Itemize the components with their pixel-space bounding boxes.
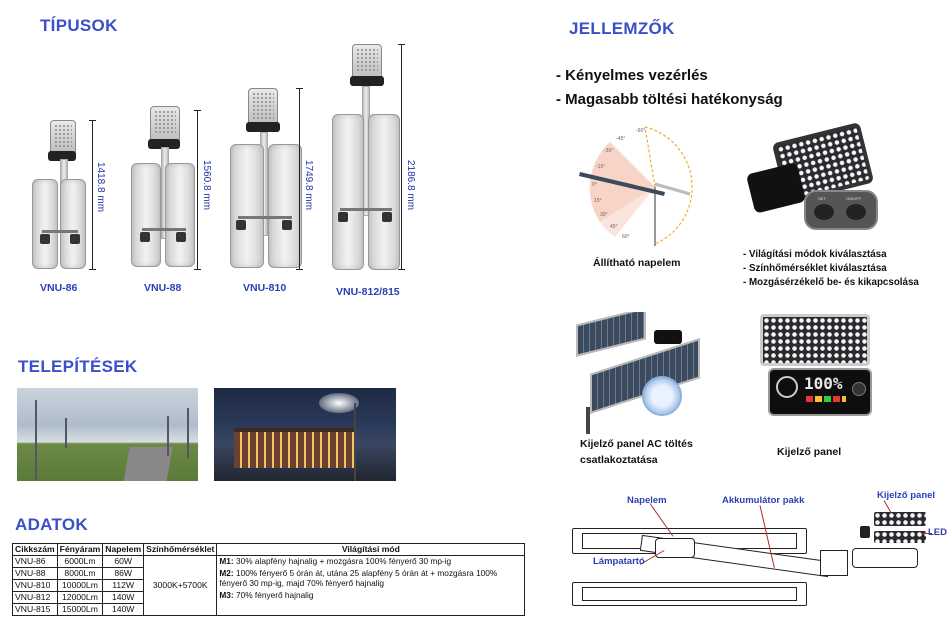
lamp-control-illustration (738, 122, 878, 234)
model-height: 1418.8 mm (95, 162, 106, 213)
caption-display-panel: Kijelző panel (777, 446, 842, 458)
cell-code: VNU-815 (13, 604, 58, 616)
feature-charging-efficiency: - Magasabb töltési hatékonyság (556, 91, 783, 108)
diagram-label-display: Kijelző panel (877, 490, 936, 501)
column-header: Fényáram (57, 544, 103, 556)
mode-m3: M3: 70% fényerő hajnalig (219, 590, 314, 600)
model-label: VNU-86 (40, 282, 78, 294)
diagram-label-battery: Akkumulátor pakk (722, 495, 805, 506)
caption-ac-charging-2: csatlakoztatása (580, 454, 658, 466)
diagram-sensor (860, 526, 870, 538)
cell-lumen: 10000Lm (57, 580, 103, 592)
mode-m1: M1: 30% alapfény hajnalig + mozgásra 100% fényerő 30 mp-ig (219, 556, 452, 566)
heading-types: TÍPUSOK (40, 16, 118, 35)
caption-ac-charging-1: Kijelző panel AC töltés (580, 438, 693, 450)
diagram-lamp-head (852, 548, 918, 568)
column-header: Színhőmérséklet (144, 544, 217, 556)
model-height: 1560.8 mm (201, 160, 212, 211)
dimension-line (92, 120, 93, 270)
model-height: 1749.8 mm (303, 160, 314, 211)
cell-code: VNU-86 (13, 556, 58, 568)
cell-lumen: 15000Lm (57, 604, 103, 616)
cell-lumen: 6000Lm (57, 556, 103, 568)
caption-adjustable-panel: Állítható napelem (593, 257, 681, 269)
cell-lumen: 8000Lm (57, 568, 103, 580)
column-header: Cikkszám (13, 544, 58, 556)
lamp-vnu-812-815 (330, 42, 402, 272)
bullet-item: - Világítási módok kiválasztása (743, 249, 887, 260)
cell-modes (217, 556, 525, 616)
cell-lumen: 12000Lm (57, 592, 103, 604)
heading-data: ADATOK (15, 515, 88, 534)
diagram-mount (655, 538, 695, 558)
dimension-line (299, 88, 300, 270)
remote-button-onoff: ON/OFF (846, 196, 862, 201)
heading-features: JELLEMZŐK (569, 19, 675, 38)
cell-code: VNU-88 (13, 568, 58, 580)
remote-button-set: SET (818, 196, 826, 201)
diagram-label-lamp-holder: Lámpatartó (593, 556, 645, 567)
ac-charging-illustration (572, 312, 704, 434)
adjustable-panel-illustration: -60° -45° -30° -15° 0° 15° 30° 45° 60° (570, 122, 695, 246)
cell-panel: 140W (103, 604, 144, 616)
cell-panel: 140W (103, 592, 144, 604)
heading-installations: TELEPÍTÉSEK (18, 357, 138, 376)
model-label: VNU-88 (144, 282, 182, 294)
diagram-label-solar-panel: Napelem (627, 495, 667, 506)
diagram-panel-bottom-inner (582, 587, 797, 601)
model-label: VNU-810 (243, 282, 287, 294)
lamp-vnu-88 (128, 103, 198, 273)
model-label: VNU-812/815 (336, 286, 400, 298)
bullet-item: - Mozgásérzékelő be- és kikapcsolása (743, 277, 919, 288)
lamp-vnu-86 (28, 115, 88, 275)
display-reading: 100% (804, 374, 843, 393)
leader-line (884, 500, 892, 513)
diagram-display-module (874, 512, 926, 526)
display-panel-illustration (754, 312, 884, 430)
cell-code: VNU-812 (13, 592, 58, 604)
lamp-vnu-810 (228, 86, 304, 272)
model-height: 2186.8 mm (405, 160, 416, 211)
diagram-led-module (874, 531, 926, 543)
bullet-item: - Színhőmérséklet kiválasztása (743, 263, 887, 274)
cell-panel: 86W (103, 568, 144, 580)
installation-photo-night (214, 388, 396, 481)
spec-table (12, 543, 525, 616)
cell-color-temp: 3000K+5700K (144, 556, 217, 616)
installation-photo-highway (17, 388, 198, 481)
cell-code: VNU-810 (13, 580, 58, 592)
table-row (13, 556, 525, 568)
control-bullets (743, 248, 919, 290)
mode-m2: M2: 100% fényerő 5 órán át, utána 25 alapfény 5 órán át + mozgásra 100% fényerő 30 mp-ig, majd 70% fényerő hajnalig (219, 568, 498, 588)
column-header: Világítási mód (217, 544, 525, 556)
feature-convenient-control: - Kényelmes vezérlés (556, 67, 708, 84)
table-header-row (13, 544, 525, 556)
dimension-line (401, 44, 402, 270)
dimension-line (197, 110, 198, 270)
cell-panel: 60W (103, 556, 144, 568)
diagram-bracket (820, 550, 848, 576)
cell-panel: 112W (103, 580, 144, 592)
diagram-label-led: LED (928, 527, 947, 538)
column-header: Napelem (103, 544, 144, 556)
